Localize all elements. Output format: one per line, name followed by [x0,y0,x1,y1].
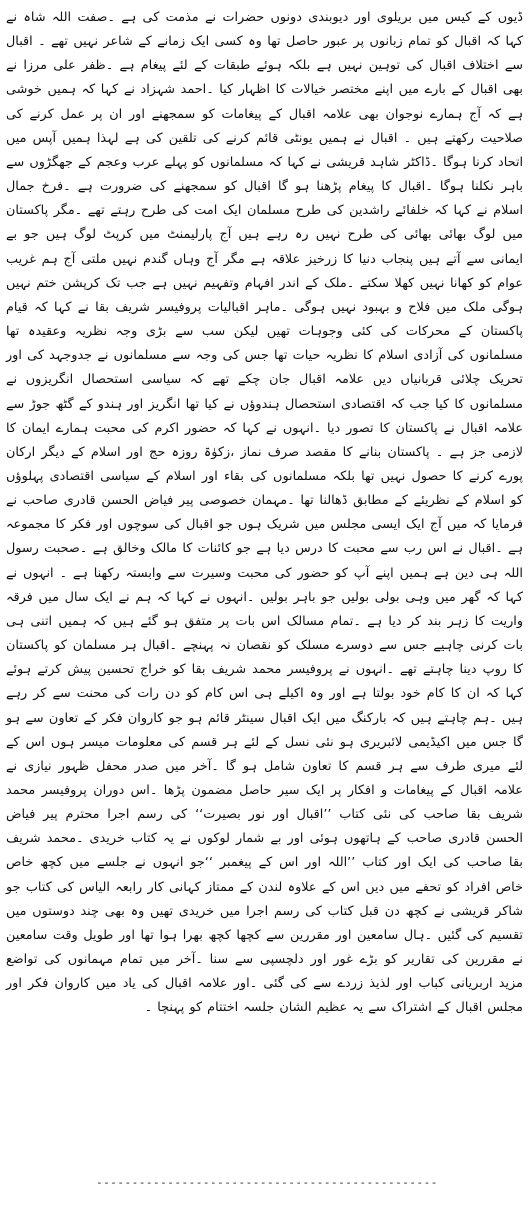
article-body [6,6,523,1021]
end-separator: ------------------------------------------------ [96,1176,438,1189]
article-paragraph: ڈیوں کے کیس میں بریلوی اور دیوبندی دونوں حضرات نے مذمت کی ہے ۔صفت اللہ شاہ نے کہا کہ اقبال کو تمام زبانوں پر عبور حاصل تھا وہ کسی ایک زمانے کے شاعر نہیں تھے ۔ اقبال سے اختلاف اقبال کی توہین نہیں ہے بلکہ ہوئے طبقات کے لئے پیغام ہے ۔ظفر علی مرزا نے بھی اقبال کے بارے میں اپنے مختصر خیالات کا اظہار کیا ۔احمد شہزاد نے کہا کہ ہمیں خوشی ہے کہ آج ہمارے نوجوان بھی علامہ اقبال کے پیغامات کو سمجھنے اور ان پر عمل کرنے کی صلاحیت رکھتے ہیں ۔ اقبال نے ہمیں یونٹی قائم کرنے کی تلقین کی ہے لہذا ہمیں آپس میں اتحاد کرنا ہوگا ۔ڈاکٹر شاہد قریشی نے کہا کہ مسلمانوں کو پہلے عرب وعجم کے جھگڑوں سے باہر نکلنا ہوگا ۔اقبال کا پیغام پڑھنا ہو گا اقبال کو سمجھنے کی ضرورت ہے ۔فرخ جمال اسلام نے کہا کہ خلفائے راشدین کی طرح مسلمان ایک امت کی طرح رہتے تھے ۔مگر پاکستان میں لوگ بھائی بھائی کی طرح نہیں رہ رہے ہیں آج پارلیمنٹ میں کرپٹ لوگ ہیں جو بے ایمانی سے آتے ہیں پنجاب دنیا کا زرخیز علاقہ ہے مگر آج وہاں گندم نہیں ملتی آج ہم غریب عوام کو کھانا نہیں کھلا سکتے ۔ملک کے اندر افہام وتفہیم نہیں ہے جب تک کرپشن ختم نہیں ہوگی ملک میں فلاح و بہبود نہیں ہوگی ۔ماہر اقبالیات پروفیسر شریف بقا نے کہا کہ قیام پاکستان کے محرکات کی کئی وجوہات تھیں لیکن سب سے بڑی وجہ نظریہ وعقیدہ تھا مسلمانوں کی آزادی اسلام کا نظریہ حیات تھا جس کی وجہ سے مسلمانوں نے جدوجہد کی اور تحریک چلائی قربانیاں دیں علامہ اقبال جان چکے تھے کہ سیاسی استحصال انگریزوں نے مسلمانوں کا کیا جب کہ اقتصادی استحصال ہندوؤں نے کیا تھا انگریز اور ہندو کے گٹھ جوڑ سے علامہ اقبال نے پاکستان کا تصور دیا ۔انہوں نے کہا کہ حضور اکرم کی محبت ہمارے ایمان کا لازمی جز ہے ۔ پاکستان بنانے کا مقصد صرف نماز ،زکوٰۃ روزہ حج اور اسلام کے دیگر ارکان پورے کرنے کا حصول نہیں تھا بلکہ مسلمانوں کی بقاء اور اسلام کے سیاسی اقتصادی پہلوؤں کو اسلام کے نظریئے کے مطابق ڈھالنا تھا ۔مہمان خصوصی پیر فیاض الحسن قادری صاحب نے فرمایا کہ میں آج ایک ایسی مجلس میں شریک ہوں جو اقبال کی سوچوں اور فکر کا مجموعہ ہے ۔اقبال نے اس رب سے محبت کا درس دیا ہے جو کائنات کا مالک وخالق ہے ۔صحبت رسول اللہ ہی دین ہے ہمیں اپنے آپ کو حضور کی محبت وسیرت سے وابستہ رکھنا ہے ۔ انہوں نے کہا کہ گھر میں وہی بولی بولیں جو باہر بولیں ۔انہوں نے کہا کہ ہم نے ایک سال میں فرقہ واریت کا زہر بند کر دیا ہے ۔تمام مسالک اس بات پر متفق ہو گئے ہیں کہ ہمیں اتنی ہی بات کرنی چاہیے جس سے دوسرے مسلک کو نقصان نہ پہنچے ۔اقبال ہر مسلمان کو پاکستان کا روپ دینا چاہتے تھے ۔انہوں نے پروفیسر محمد شریف بقا کو خراج تحسین پیش کرتے ہوئے کہا کہ ان کا کام خود بولتا ہے اور وہ اکیلے ہی اس کام کو دن رات کی محنت سے کر رہے ہیں ۔ہم چاہتے ہیں کہ بارکنگ میں ایک اقبال سینٹر قائم ہو جو کاروان فکر کے تعاون سے ہو گا جس میں اکیڈیمی لائبریری ہو نئی نسل کے لئے ہر قسم کی معلومات میسر ہوں اس کے لئے میری طرف سے ہر قسم کا تعاون شامل ہو گا ۔آخر میں صدر محفل ظہور نیازی نے علامہ اقبال کے پیغامات و افکار پر ایک سیر حاصل مضمون پڑھا ۔اس دوران پروفیسر محمد شریف بقا صاحب کی نئی کتاب ’’اقبال اور نور بصیرت‘‘ کی رسم اجرا محترم پیر فیاض الحسن قادری صاحب کے ہاتھوں ہوئی اور بے شمار لوکوں نے یہ کتاب خریدی ۔محمد شریف بقا صاحب کی ایک اور کتاب ’’اللہ اور اس کے پیغمبر ‘‘جو انہوں نے جلسے میں کچھ خاص خاص افراد کو تحفے میں دیں اس کے علاوہ لندن کے ممتاز کہانی کار رابعہ الیاس کی کتاب جو شاکر قریشی نے کچھ دن قبل کتاب کی رسم اجرا میں خریدی تھیں وہ بھی چند دوستوں میں تقسیم کی گئیں ۔ہال سامعین اور مقررین سے کچھا کچھ بھرا ہوا تھا اور طویل وقت سامعین نے مقررین کی تقاریر کو بڑے غور اور دلچسپی سے سنا ۔آخر میں تمام مہمانوں کی تواضع مزید اربریانی کباب اور لذیذ زردے سے کی گئی ۔اور علامہ اقبال کی یاد میں کاروان فکر اور مجلس اقبال کے اشتراک سے یہ عظیم الشان جلسہ اختتام کو پہنچا ۔ [6,10,523,1016]
